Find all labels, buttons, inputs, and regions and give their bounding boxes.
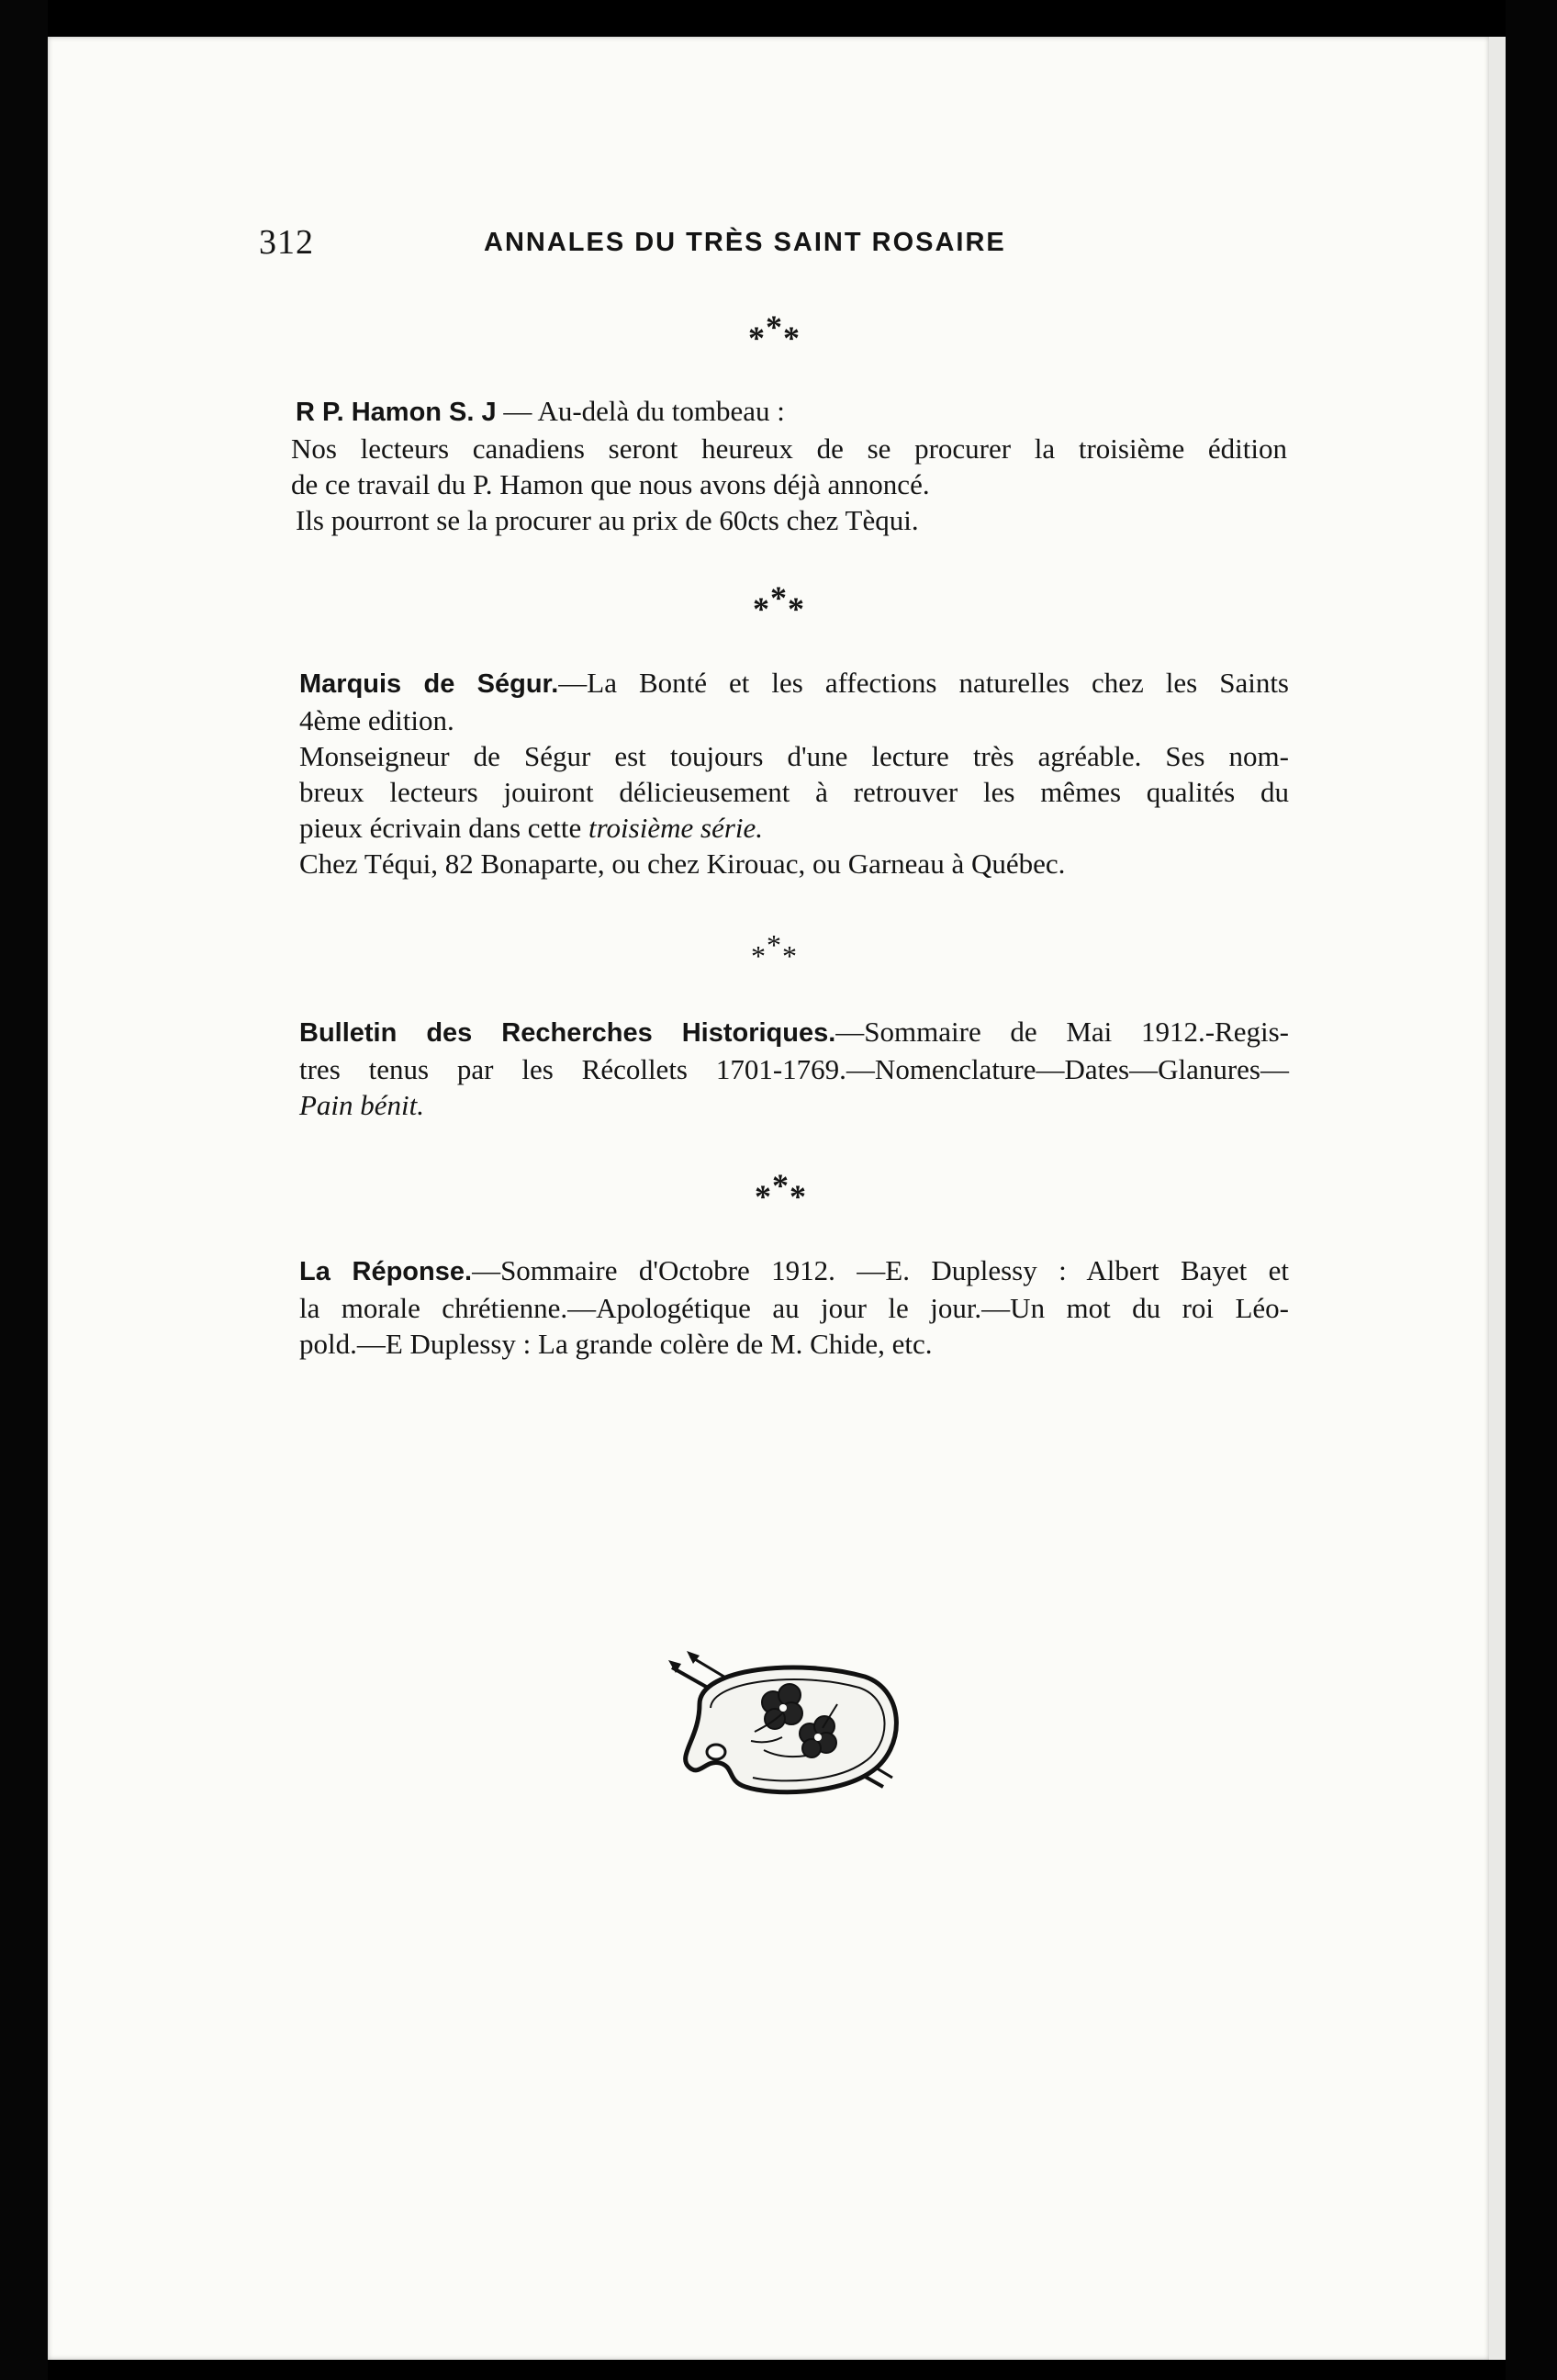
page-number: 312	[259, 223, 314, 262]
asterism-separator: ***	[753, 579, 805, 627]
notice-title-line	[299, 665, 1289, 702]
notice-line: tres tenus par les Récollets 1701-1769.—Nomenclature—Dates—Glanures—	[299, 1053, 1289, 1085]
scan-left-border	[0, 0, 48, 2380]
notice-heading: La Réponse.	[299, 1257, 473, 1286]
running-title: ANNALES DU TRÈS SAINT ROSAIRE	[484, 228, 1006, 257]
notice-line: la morale chrétienne.—Apologétique au jour le jour.—Un mot du roi Léo-	[299, 1292, 1289, 1324]
notice-title-line	[299, 1252, 1289, 1290]
notice-reponse	[299, 1252, 1289, 1362]
scan-right-strip	[1489, 37, 1506, 2360]
page-header	[259, 222, 1140, 268]
notice-line: de ce travail du P. Hamon que nous avons déjà annoncé.	[291, 468, 930, 500]
notice-italic-line: Pain bénit.	[299, 1089, 425, 1121]
notice-segur	[299, 665, 1289, 881]
notice-title: — Au-delà du tombeau :	[496, 395, 785, 427]
notice-edition: 4ème edition.	[299, 704, 454, 736]
notice-line: Nos lecteurs canadiens seront heureux de se procurer la troisième édition	[291, 432, 1287, 465]
notice-line: Chez Téqui, 82 Bonaparte, ou chez Kirouac, ou Garneau à Québec.	[299, 848, 1066, 880]
notice-line: Monseigneur de Ségur est toujours d'une lecture très agréable. Ses nom-	[299, 740, 1289, 772]
notice-line: pold.—E Duplessy : La grande colère de M. Chide, etc.	[299, 1328, 933, 1360]
notice-hamon	[291, 393, 1287, 538]
notice-heading: Marquis de Ségur.	[299, 669, 559, 699]
asterism-separator: ***	[755, 1167, 807, 1215]
asterism-separator: ***	[751, 928, 798, 972]
notice-title: —Sommaire d'Octobre 1912. —E. Duplessy : Albert Bayet et	[472, 1254, 1289, 1286]
floral-ornament-icon	[663, 1649, 911, 1805]
notice-title: —La Bonté et les affections naturelles chez les Saints	[558, 667, 1289, 699]
asterism-separator: ***	[748, 309, 801, 356]
notice-text: pieux écrivain dans cette	[299, 812, 589, 844]
notice-bulletin	[299, 1014, 1289, 1123]
notice-title-line	[299, 1014, 1289, 1051]
scan-right-border	[1506, 0, 1557, 2380]
notice-italic-text: troisième série.	[588, 812, 764, 844]
notice-heading: R P. Hamon S. J	[296, 398, 497, 427]
notice-title-line	[296, 393, 1287, 431]
notice-title: —Sommaire de Mai 1912.-Regis-	[835, 1016, 1289, 1048]
notice-line: breux lecteurs jouiront délicieusement à retrouver les mêmes qualités du	[299, 776, 1289, 808]
notice-line	[299, 810, 1289, 846]
notice-line: Ils pourront se la procurer au prix de 60cts chez Tèqui.	[296, 504, 919, 536]
notice-heading: Bulletin des Recherches Historiques.	[299, 1018, 836, 1048]
